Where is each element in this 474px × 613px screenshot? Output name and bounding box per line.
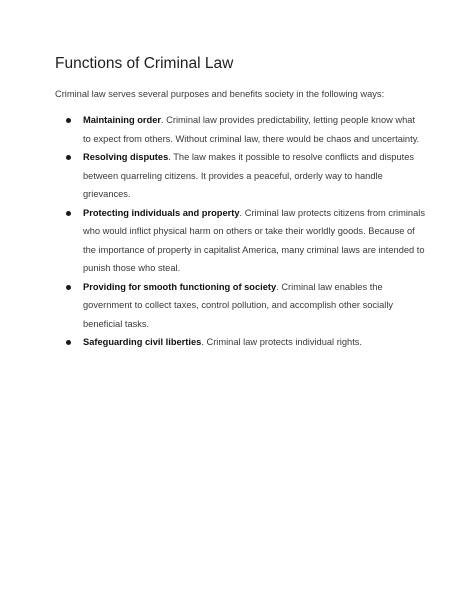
item-text: . Criminal law protects citizens from criminals who would inflict physical harm on others or take their worldly goods. Because of the importance of property in capitalist America, many criminal laws are intended to punish those who steal.	[83, 207, 425, 273]
item-term: Providing for smooth functioning of society	[83, 281, 277, 292]
list-item-civil-liberties	[55, 333, 425, 352]
list-item-protecting-individuals	[55, 204, 425, 278]
bullet-icon	[66, 211, 71, 216]
bullet-icon	[66, 118, 71, 123]
item-text: . Criminal law enables the government to collect taxes, control pollution, and accomplish other socially beneficial tasks.	[83, 281, 394, 329]
intro-paragraph: Criminal law serves several purposes and benefits society in the following ways:	[55, 89, 385, 99]
bullet-icon	[66, 340, 71, 345]
item-term: Maintaining order	[83, 115, 161, 125]
page-title: Functions of Criminal Law	[55, 55, 234, 72]
item-text: . Criminal law protects individual rights.	[201, 337, 363, 347]
list-item-smooth-functioning	[55, 278, 425, 334]
item-term: Safeguarding civil liberties	[83, 337, 202, 347]
item-text: . The law makes it possible to resolve conflicts and disputes between quarreling citizens. It provides a peaceful, orderly way to handle grievances.	[83, 152, 415, 199]
functions-list	[55, 111, 425, 352]
item-term: Resolving disputes	[83, 152, 169, 162]
list-item-resolving-disputes	[55, 148, 425, 204]
bullet-icon	[66, 155, 71, 160]
bullet-icon	[66, 285, 71, 290]
list-item-maintaining-order	[55, 111, 425, 148]
item-text: . Criminal law provides predictability, letting people know what to expect from others. Without criminal law, there would be chaos and uncertainty.	[83, 115, 420, 144]
item-term: Protecting individuals and property	[83, 207, 240, 218]
